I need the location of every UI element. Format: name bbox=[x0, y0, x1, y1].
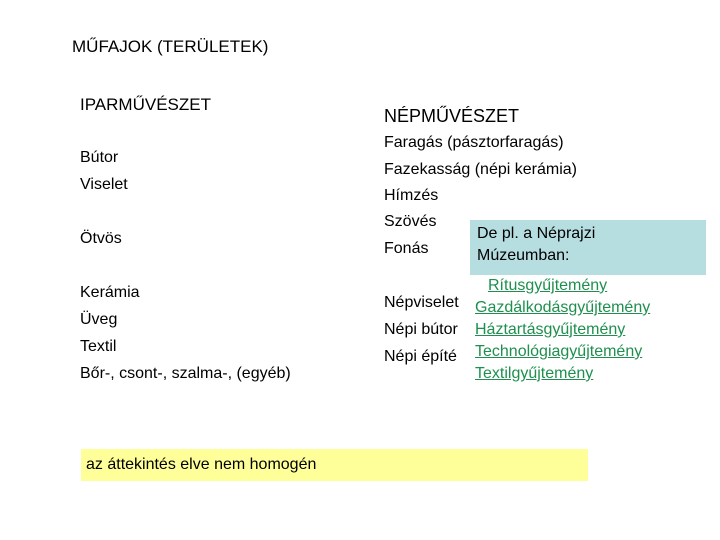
right-item-nepviselet: Népviselet bbox=[384, 294, 459, 311]
left-item-uveg: Üveg bbox=[80, 311, 118, 328]
right-item-fazekassag: Fazekasság (népi kerámia) bbox=[384, 161, 577, 178]
link-textilgyujtemeny[interactable]: Textilgyűjtemény bbox=[475, 365, 594, 382]
right-item-faragas: Faragás (pásztorfaragás) bbox=[384, 134, 564, 151]
link-ritusgyujtemeny[interactable]: Rítusgyűjtemény bbox=[488, 277, 608, 294]
note-box: az áttekintés elve nem homogén bbox=[81, 449, 588, 481]
left-item-textil: Textil bbox=[80, 338, 117, 355]
left-item-viselet: Viselet bbox=[80, 176, 128, 193]
right-item-fonas: Fonás bbox=[384, 240, 429, 257]
collection-links bbox=[470, 276, 706, 386]
link-technologiagyujtemeny[interactable]: Technológiagyűjtemény bbox=[475, 343, 643, 360]
left-item-otvos: Ötvös bbox=[80, 230, 122, 247]
museum-callout bbox=[470, 220, 706, 275]
right-item-nepi-butor: Népi bútor bbox=[384, 321, 458, 338]
left-item-egyeb: Bőr-, csont-, szalma-, (egyéb) bbox=[80, 365, 291, 382]
link-haztartasgyujtemeny[interactable]: Háztartásgyűjtemény bbox=[475, 321, 626, 338]
link-gazdalkodasgyujtemeny[interactable]: Gazdálkodásgyűjtemény bbox=[475, 299, 651, 316]
left-item-butor: Bútor bbox=[80, 149, 119, 166]
museum-callout-line1: De pl. a Néprajzi bbox=[477, 225, 596, 242]
left-heading: IPARMŰVÉSZET bbox=[80, 95, 211, 114]
right-item-nepi-epites: Népi építé bbox=[384, 348, 457, 365]
right-item-himzes: Hímzés bbox=[384, 187, 439, 204]
slide-title: MŰFAJOK (TERÜLETEK) bbox=[72, 37, 269, 56]
right-heading: NÉPMŰVÉSZET bbox=[384, 106, 520, 126]
right-item-szoves: Szövés bbox=[384, 213, 437, 230]
left-item-keramia: Kerámia bbox=[80, 284, 140, 301]
museum-callout-line2: Múzeumban: bbox=[477, 247, 570, 264]
